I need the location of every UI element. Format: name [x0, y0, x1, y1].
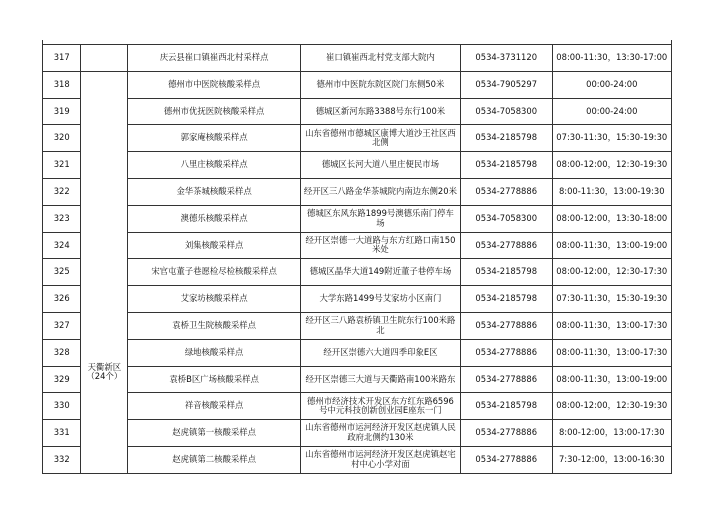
table-row: [43, 339, 672, 366]
table-row: [43, 125, 672, 152]
row-number: 327: [43, 312, 81, 339]
service-hours: 07:30-11:30，15:30-19:30: [552, 125, 671, 152]
row-number: 324: [43, 232, 81, 259]
site-address: 德州市中医院东院区院门东侧50米: [300, 71, 460, 98]
service-hours: 08:00-12:00，12:30-19:30: [552, 393, 671, 420]
contact-phone: 0534-3731120: [460, 45, 552, 72]
site-name: 八里庄核酸采样点: [128, 152, 301, 179]
site-address: 经开区崇德三大道与天衢路南100米路东: [300, 366, 460, 393]
row-number: 325: [43, 259, 81, 286]
row-number: 331: [43, 420, 81, 447]
contact-phone: 0534-2778886: [460, 232, 552, 259]
row-number: 330: [43, 393, 81, 420]
service-hours: 08:00-11:30，13:00-19:00: [552, 232, 671, 259]
table-row: [43, 259, 672, 286]
row-number: 328: [43, 339, 81, 366]
site-address: 经开区崇德一大道路与东方红路口南150米处: [300, 232, 460, 259]
row-number: 318: [43, 71, 81, 98]
site-address: 经开区三八路金华茶城院内南边东侧20米: [300, 178, 460, 205]
service-hours: 00:00-24:00: [552, 98, 671, 125]
table-row: [43, 45, 672, 72]
site-name: 金华茶城核酸采样点: [128, 178, 301, 205]
contact-phone: 0534-2778886: [460, 366, 552, 393]
row-number: 326: [43, 286, 81, 313]
site-address: 德州市经济技术开发区东方红东路6596号中元科技创新创业园E座东一门: [300, 393, 460, 420]
service-hours: 8:00-12:00，13:00-17:30: [552, 420, 671, 447]
site-address: 山东省德州市运河经济开发区赵虎镇赵宅村中心小学对面: [300, 446, 460, 473]
row-number: 332: [43, 446, 81, 473]
site-address: 山东省德州市德城区康博大道沙王社区西北侧: [300, 125, 460, 152]
row-number: 319: [43, 98, 81, 125]
contact-phone: 0534-7905297: [460, 71, 552, 98]
contact-phone: 0534-2185798: [460, 259, 552, 286]
table-row: [43, 446, 672, 473]
table-row: [43, 232, 672, 259]
table-row: [43, 152, 672, 179]
site-name: 绿地核酸采样点: [128, 339, 301, 366]
site-name: 祥音核酸采样点: [128, 393, 301, 420]
contact-phone: 0534-2778886: [460, 446, 552, 473]
table-row: [43, 366, 672, 393]
service-hours: 08:00-11:30，13:00-17:30: [552, 339, 671, 366]
table-row: [43, 98, 672, 125]
service-hours: 08:00-11:30，13:00-17:30: [552, 312, 671, 339]
contact-phone: 0534-2185798: [460, 152, 552, 179]
site-name: 刘集核酸采样点: [128, 232, 301, 259]
table-row: [43, 71, 672, 98]
table-row: [43, 178, 672, 205]
contact-phone: 0534-2185798: [460, 125, 552, 152]
site-name: 德州市优抚医院核酸采样点: [128, 98, 301, 125]
service-hours: 08:00-11:30，13:00-19:00: [552, 366, 671, 393]
service-hours: 08:00-12:00，13:30-18:00: [552, 205, 671, 232]
row-number: 321: [43, 152, 81, 179]
site-address: 德城区长河大道八里庄便民市场: [300, 152, 460, 179]
site-address: 经开区崇德六大道四季印象E区: [300, 339, 460, 366]
contact-phone: 0534-2778886: [460, 420, 552, 447]
service-hours: 08:00-11:30，13:30-17:00: [552, 45, 671, 72]
contact-phone: 0534-2778886: [460, 178, 552, 205]
row-number: 322: [43, 178, 81, 205]
contact-phone: 0534-2778886: [460, 312, 552, 339]
site-name: 德州市中医院核酸采样点: [128, 71, 301, 98]
site-address: 德城区晶华大道149附近董子巷停车场: [300, 259, 460, 286]
contact-phone: 0534-2185798: [460, 286, 552, 313]
row-number: 329: [43, 366, 81, 393]
site-address: 德城区新河东路3388号东行100米: [300, 98, 460, 125]
site-address: 大学东路1499号艾家坊小区南门: [300, 286, 460, 313]
service-hours: 00:00-24:00: [552, 71, 671, 98]
sampling-sites-table: [42, 44, 672, 474]
district-cell: [81, 71, 128, 473]
site-name: 赵虎镇第二核酸采样点: [128, 446, 301, 473]
table-row: [43, 286, 672, 313]
table-row: [43, 420, 672, 447]
site-name: 庆云县崔口镇崔西北村采样点: [128, 45, 301, 72]
site-name: 袁桥B区广场核酸采样点: [128, 366, 301, 393]
site-name: 澳德乐核酸采样点: [128, 205, 301, 232]
site-name: 宋官屯董子巷愿检尽检核酸采样点: [128, 259, 301, 286]
site-address: 德城区东风东路1899号澳德乐南门停车场: [300, 205, 460, 232]
district-cell-empty: [81, 45, 128, 72]
table-row: [43, 393, 672, 420]
row-number: 317: [43, 45, 81, 72]
site-name: 艾家坊核酸采样点: [128, 286, 301, 313]
district-count: （24个）: [86, 371, 123, 382]
contact-phone: 0534-2778886: [460, 339, 552, 366]
site-address: 山东省德州市运河经济开发区赵虎镇人民政府北侧约130米: [300, 420, 460, 447]
site-address: 经开区三八路袁桥镇卫生院东行100米路北: [300, 312, 460, 339]
table-row: [43, 205, 672, 232]
service-hours: 7:30-12:00，13:00-16:30: [552, 446, 671, 473]
site-name: 袁桥卫生院核酸采样点: [128, 312, 301, 339]
service-hours: 08:00-12:00，12:30-19:30: [552, 152, 671, 179]
contact-phone: 0534-2185798: [460, 393, 552, 420]
site-name: 赵虎镇第一核酸采样点: [128, 420, 301, 447]
service-hours: 8:00-11:30，13:00-19:30: [552, 178, 671, 205]
row-number: 323: [43, 205, 81, 232]
row-number: 320: [43, 125, 81, 152]
service-hours: 08:00-12:00，12:30-17:30: [552, 259, 671, 286]
table-row: [43, 312, 672, 339]
contact-phone: 0534-7058300: [460, 205, 552, 232]
site-name: 郭家庵核酸采样点: [128, 125, 301, 152]
contact-phone: 0534-7058300: [460, 98, 552, 125]
district-name: 天衢新区: [87, 361, 122, 372]
service-hours: 07:30-11:30，15:30-19:30: [552, 286, 671, 313]
site-address: 崔口镇崔西北村党支部大院内: [300, 45, 460, 72]
